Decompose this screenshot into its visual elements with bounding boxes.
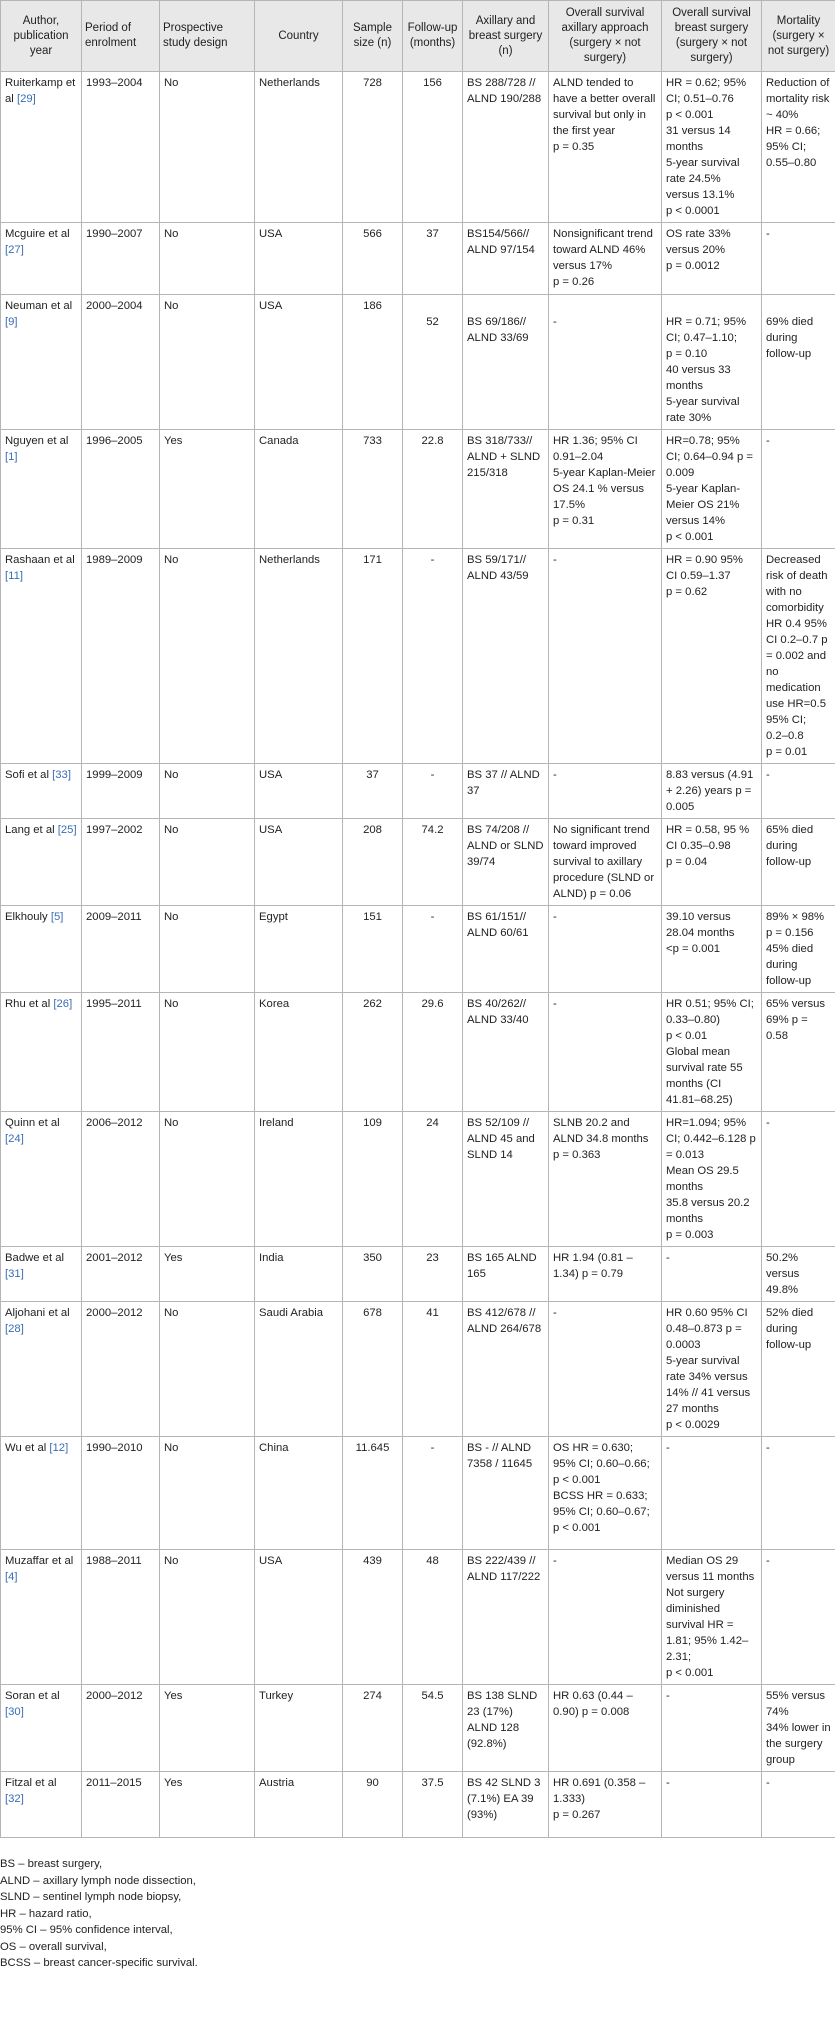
country-cell: Saudi Arabia [255,1302,343,1437]
surgery-cell: BS154/566// ALND 97/154 [463,223,549,295]
reference-link[interactable]: [28] [5,1323,24,1335]
surgery-cell: BS 222/439 // ALND 117/222 [463,1550,549,1685]
country-cell: Egypt [255,906,343,993]
follow-up-cell: 24 [403,1112,463,1247]
prospective-cell: No [160,819,255,906]
mortality-cell: 50.2% versus 49.8% [762,1247,835,1302]
follow-up-cell: 52 [403,295,463,430]
country-cell: Canada [255,430,343,549]
prospective-cell: No [160,223,255,295]
mortality-cell: 65% died during follow-up [762,819,835,906]
sample-size-cell: 566 [343,223,403,295]
author-name: Wu et al [5,1442,47,1454]
table-row [1,993,835,1112]
table-row [1,223,835,295]
period-cell: 1999–2009 [82,764,160,819]
period-cell: 1990–2010 [82,1437,160,1550]
follow-up-cell: 37 [403,223,463,295]
surgery-cell: BS 42 SLND 3 (7.1%) EA 39 (93%) [463,1772,549,1838]
sample-size-cell: 186 [343,295,403,430]
prospective-cell: No [160,1112,255,1247]
follow-up-cell: 74.2 [403,819,463,906]
mortality-cell: 65% versus 69% p = 0.58 [762,993,835,1112]
mortality-cell: 52% died during follow-up [762,1302,835,1437]
os-breast-cell: - [662,1247,762,1302]
country-cell: Turkey [255,1685,343,1772]
sample-size-cell: 37 [343,764,403,819]
mortality-cell: 55% versus 74% 34% lower in the surgery group [762,1685,835,1772]
os-axillary-cell: - [549,295,662,430]
period-cell: 2001–2012 [82,1247,160,1302]
os-axillary-cell: - [549,1302,662,1437]
footnote: BS – breast surgery, [0,1858,103,1870]
author-name: Mcguire et al [5,228,70,240]
os-axillary-cell: HR 1.94 (0.81 – 1.34) p = 0.79 [549,1247,662,1302]
surgery-cell: BS - // ALND 7358 / 11645 [463,1437,549,1550]
follow-up-cell: 23 [403,1247,463,1302]
table-row [1,764,835,819]
os-breast-cell: HR=0.78; 95% CI; 0.64–0.94 p = 0.009 5-year Kaplan-Meier OS 21% versus 14% p < 0.001 [662,430,762,549]
author-name: Rhu et al [5,998,51,1010]
country-cell: Netherlands [255,72,343,223]
header-author: Author, publication year [1,1,82,72]
prospective-cell: Yes [160,1247,255,1302]
author-cell [1,1550,82,1685]
sample-size-cell: 678 [343,1302,403,1437]
table-body [1,72,835,1838]
table-header [1,1,835,72]
sample-size-cell: 350 [343,1247,403,1302]
period-cell: 2006–2012 [82,1112,160,1247]
os-axillary-cell: - [549,1550,662,1685]
header-mortality: Mortality (surgery × not surgery) [762,1,835,72]
sample-size-cell: 11.645 [343,1437,403,1550]
os-breast-cell: OS rate 33% versus 20% p = 0.0012 [662,223,762,295]
prospective-cell: Yes [160,1685,255,1772]
mortality-cell: - [762,223,835,295]
surgery-cell: BS 288/728 // ALND 190/288 [463,72,549,223]
country-cell: Korea [255,993,343,1112]
mortality-cell: 89% × 98% p = 0.156 45% died during follow-up [762,906,835,993]
follow-up-cell: 37.5 [403,1772,463,1838]
author-cell [1,430,82,549]
follow-up-cell: 48 [403,1550,463,1685]
prospective-cell: No [160,1550,255,1685]
os-axillary-cell: - [549,993,662,1112]
os-breast-cell: - [662,1772,762,1838]
author-name: Soran et al [5,1690,60,1702]
reference-link[interactable]: [32] [5,1793,24,1805]
sample-size-cell: 90 [343,1772,403,1838]
author-cell [1,1302,82,1437]
period-cell: 1997–2002 [82,819,160,906]
author-name: Sofi et al [5,769,49,781]
reference-link[interactable]: [29] [16,93,36,105]
follow-up-cell: 41 [403,1302,463,1437]
sample-size-cell: 274 [343,1685,403,1772]
table-row [1,819,835,906]
country-cell: India [255,1247,343,1302]
mortality-cell: - [762,1550,835,1685]
country-cell: China [255,1437,343,1550]
author-name: Aljohani et al [5,1307,70,1319]
sample-size-cell: 109 [343,1112,403,1247]
author-cell [1,1772,82,1838]
author-cell [1,72,82,223]
table-row [1,1550,835,1685]
follow-up-cell: - [403,906,463,993]
prospective-cell: No [160,1302,255,1437]
os-axillary-cell: No significant trend toward improved survival to axillary procedure (SLND or ALND) p = 0.06 [549,819,662,906]
table-footnotes [0,1838,835,1972]
author-name: Lang et al [5,824,55,836]
country-cell: Netherlands [255,549,343,764]
prospective-cell: No [160,993,255,1112]
author-cell [1,1112,82,1247]
period-cell: 2009–2011 [82,906,160,993]
country-cell: USA [255,295,343,430]
period-cell: 1988–2011 [82,1550,160,1685]
country-cell: USA [255,1550,343,1685]
country-cell: Austria [255,1772,343,1838]
os-breast-cell: HR 0.51; 95% CI; 0.33–0.80) p < 0.01 Global mean survival rate 55 months (CI 41.81–68.25) [662,993,762,1112]
author-name: Quinn et al [5,1117,60,1129]
footnote: HR – hazard ratio, [0,1907,92,1920]
reference-link[interactable]: [24] [5,1133,24,1145]
os-axillary-cell: OS HR = 0.630; 95% CI; 0.60–0.66; p < 0.001 BCSS HR = 0.633; 95% CI; 0.60–0.67; p < 0.001 [549,1437,662,1550]
surgery-cell: BS 52/109 // ALND 45 and SLND 14 [463,1112,549,1247]
period-cell: 2011–2015 [82,1772,160,1838]
header-follow-up: Follow-up (months) [403,1,463,72]
table-row [1,295,835,430]
table-row [1,1772,835,1838]
period-cell: 1990–2007 [82,223,160,295]
follow-up-cell: - [403,549,463,764]
prospective-cell: No [160,906,255,993]
surgery-cell: BS 40/262// ALND 33/40 [463,993,549,1112]
author-cell [1,819,82,906]
follow-up-cell: 22.8 [403,430,463,549]
prospective-cell: No [160,764,255,819]
author-name: Elkhouly [5,911,48,923]
period-cell: 1996–2005 [82,430,160,549]
mortality-cell: Decreased risk of death with no comorbidity HR 0.4 95% CI 0.2–0.7 p = 0.002 and no medication use HR=0.5 95% CI; 0.2–0.8 p = 0.01 [762,549,835,764]
reference-link[interactable]: [1] [5,451,18,463]
author-cell [1,223,82,295]
reference-link[interactable]: [30] [5,1706,24,1718]
author-name: Badwe et al [5,1252,65,1264]
mortality-cell: - [762,430,835,549]
author-name: Nguyen et al [5,435,69,447]
prospective-cell: No [160,1437,255,1550]
header-os-axillary: Overall survival axillary approach (surgery × not surgery) [549,1,662,72]
reference-link[interactable]: [27] [5,244,24,256]
mortality-cell: Reduction of mortality risk ~ 40% HR = 0.66; 95% CI; 0.55–0.80 [762,72,835,223]
prospective-cell: Yes [160,1772,255,1838]
period-cell: 2000–2012 [82,1302,160,1437]
footnote: OS – overall survival, [0,1940,107,1953]
surgery-cell: BS 74/208 // ALND or SLND 39/74 [463,819,549,906]
author-name: Fitzal et al [5,1777,57,1789]
reference-link[interactable]: [5] [50,911,64,923]
mortality-cell: - [762,764,835,819]
mortality-cell: - [762,1112,835,1247]
reference-link[interactable]: [25] [57,824,77,836]
reference-link[interactable]: [4] [5,1571,18,1583]
footnote: BCSS – breast cancer-specific survival. [0,1957,198,1969]
prospective-cell: No [160,295,255,430]
table-row [1,549,835,764]
os-breast-cell: 39.10 versus 28.04 months <p = 0.001 [662,906,762,993]
os-breast-cell: HR = 0.71; 95% CI; 0.47–1.10; p = 0.10 40 versus 33 months 5-year survival rate 30% [662,295,762,430]
author-cell [1,1685,82,1772]
os-axillary-cell: SLNB 20.2 and ALND 34.8 months p = 0.363 [549,1112,662,1247]
reference-link[interactable]: [12] [49,1442,69,1454]
header-surgery: Axillary and breast surgery (n) [463,1,549,72]
author-cell [1,1437,82,1550]
author-cell [1,1247,82,1302]
table-row [1,1685,835,1772]
follow-up-cell: - [403,764,463,819]
prospective-cell: No [160,72,255,223]
period-cell: 1995–2011 [82,993,160,1112]
os-breast-cell: - [662,1685,762,1772]
surgery-cell: BS 69/186// ALND 33/69 [463,295,549,430]
reference-link[interactable]: [33] [52,769,71,781]
country-cell: USA [255,223,343,295]
os-breast-cell: HR=1.094; 95% CI; 0.442–6.128 p = 0.013 Mean OS 29.5 months 35.8 versus 20.2 months p = 0.003 [662,1112,762,1247]
os-axillary-cell: HR 0.63 (0.44 – 0.90) p = 0.008 [549,1685,662,1772]
author-name: Rashaan et al [5,554,75,566]
header-sample-size: Sample size (n) [343,1,403,72]
author-name: Muzaffar et al [5,1555,74,1567]
sample-size-cell: 733 [343,430,403,549]
follow-up-cell: 54.5 [403,1685,463,1772]
header-prospective: Prospective study design [160,1,255,72]
author-cell [1,764,82,819]
os-axillary-cell: - [549,549,662,764]
os-axillary-cell: - [549,764,662,819]
author-cell [1,906,82,993]
author-name: Ruiterkamp et al [5,77,76,105]
period-cell: 2000–2012 [82,1685,160,1772]
os-axillary-cell: HR 0.691 (0.358 – 1.333) p = 0.267 [549,1772,662,1838]
os-breast-cell: HR = 0.62; 95% CI; 0.51–0.76 p < 0.001 31 versus 14 months 5-year survival rate 24.5% versus 13.1% p < 0.0001 [662,72,762,223]
author-cell [1,993,82,1112]
table-row [1,1247,835,1302]
country-cell: Ireland [255,1112,343,1247]
mortality-cell: - [762,1772,835,1838]
os-breast-cell: 8.83 versus (4.91 + 2.26) years p = 0.005 [662,764,762,819]
os-breast-cell: Median OS 29 versus 11 months Not surgery diminished survival HR = 1.81; 95% 1.42–2.31; p < 0.001 [662,1550,762,1685]
sample-size-cell: 208 [343,819,403,906]
os-axillary-cell: - [549,906,662,993]
period-cell: 1989–2009 [82,549,160,764]
header-country: Country [255,1,343,72]
follow-up-cell: - [403,1437,463,1550]
country-cell: USA [255,819,343,906]
table-row [1,72,835,223]
mortality-cell: - [762,1437,835,1550]
surgery-cell: BS 412/678 // ALND 264/678 [463,1302,549,1437]
os-axillary-cell: HR 1.36; 95% CI 0.91–2.04 5-year Kaplan-Meier OS 24.1 % versus 17.5% p = 0.31 [549,430,662,549]
sample-size-cell: 151 [343,906,403,993]
surgery-cell: BS 61/151// ALND 60/61 [463,906,549,993]
table-row [1,906,835,993]
reference-link[interactable]: [31] [5,1268,24,1280]
table-row [1,1112,835,1247]
os-axillary-cell: ALND tended to have a better overall survival but only in the first year p = 0.35 [549,72,662,223]
author-cell [1,549,82,764]
follow-up-cell: 29.6 [403,993,463,1112]
period-cell: 1993–2004 [82,72,160,223]
os-breast-cell: HR = 0.90 95% CI 0.59–1.37 p = 0.62 [662,549,762,764]
os-breast-cell: HR = 0.58, 95 % CI 0.35–0.98 p = 0.04 [662,819,762,906]
prospective-cell: Yes [160,430,255,549]
follow-up-cell: 156 [403,72,463,223]
author-name: Neuman et al [5,300,73,312]
os-breast-cell: - [662,1437,762,1550]
table-row [1,1302,835,1437]
sample-size-cell: 728 [343,72,403,223]
sample-size-cell: 171 [343,549,403,764]
author-cell [1,295,82,430]
prospective-cell: No [160,549,255,764]
footnote: ALND – axillary lymph node dissection, [0,1874,196,1887]
reference-link[interactable]: [9] [5,316,18,328]
reference-link[interactable]: [26] [53,998,73,1010]
sample-size-cell: 262 [343,993,403,1112]
surgery-cell: BS 165 ALND 165 [463,1247,549,1302]
period-cell: 2000–2004 [82,295,160,430]
surgery-cell: BS 59/171// ALND 43/59 [463,549,549,764]
table-row [1,1437,835,1550]
table-row [1,430,835,549]
surgery-cell: BS 318/733// ALND + SLND 215/318 [463,430,549,549]
footnote: SLND – sentinel lymph node biopsy, [0,1891,182,1903]
sample-size-cell: 439 [343,1550,403,1685]
os-breast-cell: HR 0.60 95% CI 0.48–0.873 p = 0.0003 5-year survival rate 34% versus 14% // 41 versus 27 months p < 0.0029 [662,1302,762,1437]
os-axillary-cell: Nonsignificant trend toward ALND 46% versus 17% p = 0.26 [549,223,662,295]
surgery-cell: BS 138 SLND 23 (17%) ALND 128 (92.8%) [463,1685,549,1772]
country-cell: USA [255,764,343,819]
reference-link[interactable]: [11] [5,570,24,582]
header-os-breast: Overall survival breast surgery (surgery × not surgery) [662,1,762,72]
mortality-cell: 69% died during follow-up [762,295,835,430]
surgery-cell: BS 37 // ALND 37 [463,764,549,819]
footnote: 95% CI – 95% confidence interval, [0,1924,173,1936]
header-period: Period of enrolment [82,1,160,72]
